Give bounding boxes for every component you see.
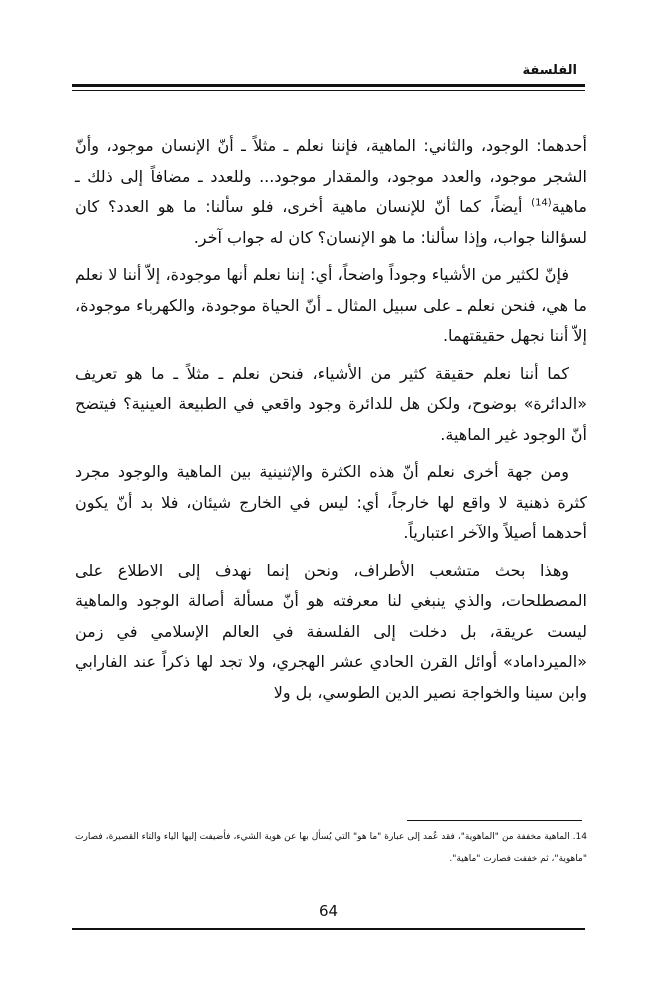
footnote-reference: (14) (531, 197, 552, 209)
paragraph-1 (75, 131, 587, 253)
paragraph-3: كما أننا نعلم حقيقة كثير من الأشياء، فنحن نعلم ـ مثلاً ـ ما هو تعريف «الدائرة» بوضوح، ولكن هل للدائرة وجود واقعي في الطبيعة العينية؟ فيتضح أنّ الوجود غير الماهية. (75, 363, 587, 444)
paragraph-1-text-start: أحدهما: الوجود، والثاني: الماهية، فإننا نعلم ـ مثلاً ـ أنّ الإنسان موجود، وأنّ الشجر موجود، والعدد موجود، والمقدار موجود... وللعدد ـ مضافاً إلى ذلك ـ ماهية (75, 136, 587, 216)
footnote-14: 14. الماهية مخففة من "الماهوية"، فقد عُمد إلى عبارة "ما هو" التي يُسأل بها عن هوية الشيء، فأضيفت إليها الياء والتاء القصيرة، فصارت "ماهوية"، ثم خففت فصارت "ماهية". (75, 832, 587, 864)
paragraph-4: ومن جهة أخرى نعلم أنّ هذه الكثرة والإثنينية بين الماهية والوجود مجرد كثرة ذهنية لا واقع لها خارجاً، أي: ليس في الخارج شيئان، فلا بد أنّ يكون أحدهما أصيلاً والآخر اعتبارياً. (75, 462, 587, 542)
footer-rule (72, 928, 585, 930)
page-number: 64 (318, 902, 339, 920)
paragraph-5: وهذا بحث متشعب الأطراف، ونحن إنما نهدف إلى الاطلاع على المصطلحات، والذي ينبغي لنا معرفته هو أنّ مسألة أصالة الوجود والماهية ليست عريقة، بل دخلت إلى الفلسفة في العالم الإسلامي في زمن «الميرداماد» أوائل القرن الحادي عشر الهجري، ولا تجد لها ذكراً عند الفارابي وابن سينا والخواجة نصير الدين الطوسي، بل ولا (75, 560, 587, 702)
running-header-title: الفلسفة (522, 63, 577, 78)
footnote-separator (407, 820, 582, 821)
paragraph-2: فإنّ لكثير من الأشياء وجوداً واضحاً، أي: إننا نعلم أنها موجودة، إلاّ أننا لا نعلم ما هي، فنحن نعلم ـ على سبيل المثال ـ أنّ الحياة موجودة، والكهرباء موجودة، إلاّ أننا نجهل حقيقتهما. (75, 265, 587, 345)
header-rule-thin (72, 90, 585, 91)
paragraph-1-text-end: أيضاً، كما أنّ للإنسان ماهية أخرى، فلو سألنا: ما هو العدد؟ كان لسؤالنا جواب، وإذا سألنا: ما هو الإنسان؟ كان له جواب آخر. (75, 197, 587, 247)
header-rule-thick (72, 84, 585, 87)
body-text (75, 131, 587, 715)
